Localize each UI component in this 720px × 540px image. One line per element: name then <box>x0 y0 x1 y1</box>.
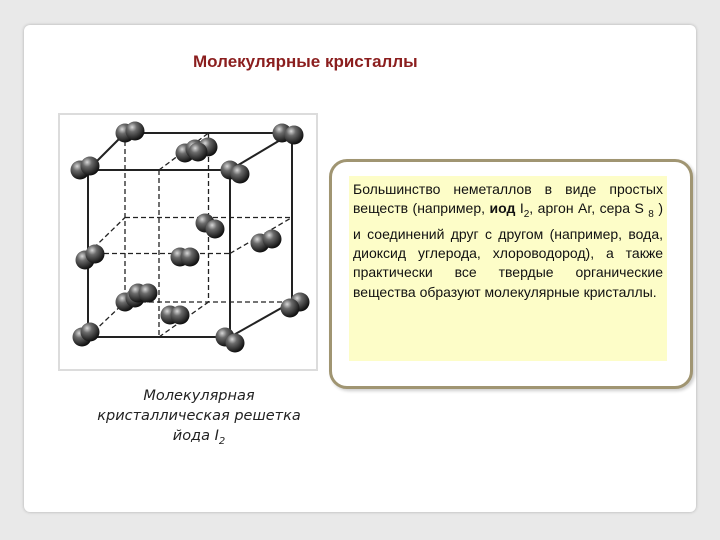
crystal-lattice-figure <box>58 113 318 371</box>
caption-line-1: Молекулярная <box>143 388 255 404</box>
iodine-atom <box>285 126 304 145</box>
iodine-atom <box>126 122 145 141</box>
iodine-atom <box>181 248 200 267</box>
text-bold-iodine: иод <box>489 200 516 217</box>
figure-caption <box>64 386 334 452</box>
iodine-atom <box>86 245 105 264</box>
text-subscript-1: 2 <box>523 209 530 221</box>
iodine-atom <box>81 323 100 342</box>
text-part-1: Большинство неметаллов в виде простых веществ (например, <box>353 181 663 217</box>
text-part-3: , аргон Ar, сера S <box>529 200 649 217</box>
slide-title: Молекулярные кристаллы <box>193 52 418 71</box>
caption-line-3-text: йода I <box>172 428 219 444</box>
iodine-atom <box>139 284 158 303</box>
iodine-atom <box>281 299 300 318</box>
text-subscript-2: 8 <box>648 209 654 221</box>
text-part-2: I <box>515 200 524 217</box>
iodine-atom <box>231 165 250 184</box>
caption-line-2: кристаллическая решетка <box>97 408 301 424</box>
iodine-atom <box>189 143 208 162</box>
caption-subscript: 2 <box>218 435 226 447</box>
iodine-atom <box>263 230 282 249</box>
iodine-atom <box>226 334 245 353</box>
description-text <box>349 176 667 361</box>
text-part-4: ) и соединений друг с другом (например, вода, диоксид углерода, хлороводород), а также практически все твердые органические вещества образуют молекулярные кристаллы. <box>353 200 664 300</box>
iodine-atom <box>206 220 225 239</box>
iodine-atom <box>171 306 190 325</box>
iodine-lattice-diagram <box>60 115 316 369</box>
iodine-atom <box>81 157 100 176</box>
caption-line-3 <box>64 426 334 452</box>
